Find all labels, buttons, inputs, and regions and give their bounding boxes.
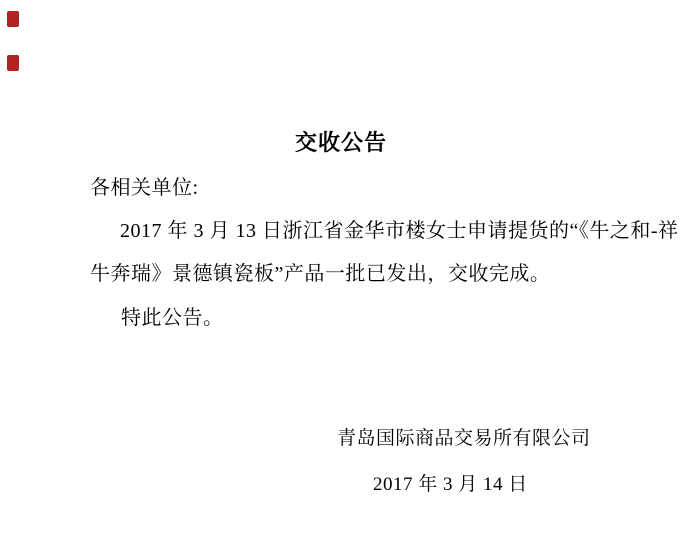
closing-line: 特此公告。	[121, 307, 224, 329]
red-artifact-mark-top	[7, 11, 19, 27]
signature-company-name: 青岛国际商品交易所有限公司	[337, 428, 591, 449]
signature-date: 2017 年 3 月 14 日	[373, 474, 528, 495]
salutation-line: 各相关单位:	[90, 177, 199, 199]
red-artifact-mark-bottom	[7, 55, 19, 71]
body-paragraph-line-1: 2017 年 3 月 13 日浙江省金华市楼女士申请提货的“《牛之和-祥	[120, 220, 679, 242]
body-paragraph-line-2: 牛奔瑞》景德镇瓷板”产品一批已发出，交收完成。	[90, 263, 551, 285]
document-title: 交收公告	[294, 130, 387, 155]
